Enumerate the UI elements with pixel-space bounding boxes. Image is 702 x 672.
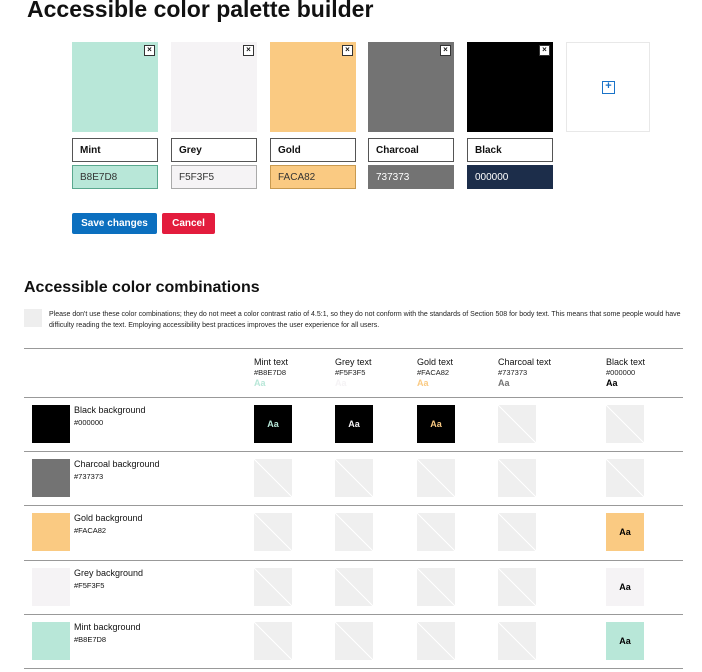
palette-color-1 <box>171 42 257 189</box>
column-sample: Aa <box>498 378 510 388</box>
column-sample: Aa <box>417 378 429 388</box>
combination-sample: Aa <box>335 405 373 443</box>
color-name-field[interactable]: Mint <box>72 138 158 162</box>
column-label: Black text <box>606 357 646 367</box>
not-accessible-cell <box>498 513 536 551</box>
row-label: Grey background <box>74 568 144 578</box>
color-hex-field[interactable]: FACA82 <box>270 165 356 189</box>
table-row <box>24 397 683 451</box>
color-name-field[interactable]: Gold <box>270 138 356 162</box>
color-swatch <box>270 42 356 132</box>
plus-icon[interactable]: + <box>602 81 615 94</box>
not-accessible-cell <box>606 459 644 497</box>
column-hex: #B8E7D8 <box>254 368 287 377</box>
close-icon[interactable]: × <box>440 45 451 56</box>
color-hex-field[interactable]: 000000 <box>467 165 553 189</box>
combination-sample: Aa <box>606 622 644 660</box>
not-accessible-cell <box>254 513 292 551</box>
not-accessible-cell <box>417 459 455 497</box>
color-name-field[interactable]: Grey <box>171 138 257 162</box>
combination-sample: Aa <box>417 405 455 443</box>
row-hex: #737373 <box>74 472 104 481</box>
row-label: Gold background <box>74 513 143 523</box>
column-hex: #F5F3F5 <box>335 368 366 377</box>
not-accessible-cell <box>498 622 536 660</box>
column-hex: #000000 <box>606 368 636 377</box>
column-header <box>335 356 372 389</box>
palette-color-4 <box>467 42 553 189</box>
not-accessible-cell <box>498 405 536 443</box>
column-header <box>498 356 551 389</box>
not-accessible-cell <box>254 568 292 606</box>
table-row <box>24 560 683 614</box>
color-name-field[interactable]: Charcoal <box>368 138 454 162</box>
not-accessible-cell <box>417 622 455 660</box>
page-title: Accessible color palette builder <box>27 0 374 22</box>
column-sample: Aa <box>335 378 347 388</box>
palette-color-0 <box>72 42 158 189</box>
not-accessible-cell <box>254 459 292 497</box>
table-row <box>24 614 683 668</box>
color-swatch <box>368 42 454 132</box>
column-label: Charcoal text <box>498 357 552 367</box>
color-hex-field[interactable]: B8E7D8 <box>72 165 158 189</box>
column-header <box>417 356 453 389</box>
row-hex: #B8E7D8 <box>74 635 107 644</box>
combination-sample: Aa <box>254 405 292 443</box>
row-label: Mint background <box>74 622 141 632</box>
background-swatch <box>32 513 70 551</box>
not-accessible-cell <box>335 568 373 606</box>
close-icon[interactable]: × <box>243 45 254 56</box>
column-sample: Aa <box>606 378 618 388</box>
background-swatch <box>32 622 70 660</box>
not-accessible-cell <box>606 405 644 443</box>
row-divider <box>24 668 683 669</box>
not-accessible-cell <box>335 459 373 497</box>
column-hex: #737373 <box>498 368 528 377</box>
not-accessible-cell <box>417 568 455 606</box>
table-top-rule <box>24 348 683 349</box>
save-button[interactable]: Save changes <box>72 213 157 234</box>
add-color-tile <box>566 42 650 132</box>
column-hex: #FACA82 <box>417 368 450 377</box>
not-accessible-cell <box>498 459 536 497</box>
color-hex-field[interactable]: 737373 <box>368 165 454 189</box>
warning-text: Please don't use these color combinations; they do not meet a color contrast ratio of 4.5:1, so they do not conform with the standards of Section 508 for body text. This means that some people would have difficulty reading the text. Employing accessibility best practices improves the user experience for all users. <box>49 311 681 329</box>
table-row <box>24 451 683 505</box>
color-hex-field[interactable]: F5F3F5 <box>171 165 257 189</box>
close-icon[interactable]: × <box>144 45 155 56</box>
combinations-title: Accessible color combinations <box>24 279 260 296</box>
not-accessible-cell <box>417 513 455 551</box>
table-row <box>24 505 683 559</box>
row-hex: #000000 <box>74 418 104 427</box>
not-accessible-cell <box>254 622 292 660</box>
background-swatch <box>32 568 70 606</box>
palette-color-2 <box>270 42 356 189</box>
cancel-button[interactable]: Cancel <box>162 213 215 234</box>
row-label: Black background <box>74 405 146 415</box>
column-label: Gold text <box>417 357 454 367</box>
column-header <box>254 356 288 389</box>
palette-color-3 <box>368 42 454 189</box>
not-accessible-cell <box>498 568 536 606</box>
row-hex: #FACA82 <box>74 526 107 535</box>
column-label: Mint text <box>254 357 289 367</box>
combination-sample: Aa <box>606 513 644 551</box>
color-name-field[interactable]: Black <box>467 138 553 162</box>
warning-swatch <box>24 309 42 327</box>
background-swatch <box>32 459 70 497</box>
not-accessible-cell <box>335 513 373 551</box>
column-sample: Aa <box>254 378 266 388</box>
row-hex: #F5F3F5 <box>74 581 105 590</box>
close-icon[interactable]: × <box>342 45 353 56</box>
column-header <box>606 356 645 389</box>
row-label: Charcoal background <box>74 459 160 469</box>
color-swatch <box>72 42 158 132</box>
close-icon[interactable]: × <box>539 45 550 56</box>
not-accessible-cell <box>335 622 373 660</box>
color-swatch <box>467 42 553 132</box>
combination-sample: Aa <box>606 568 644 606</box>
color-swatch <box>171 42 257 132</box>
column-label: Grey text <box>335 357 372 367</box>
background-swatch <box>32 405 70 443</box>
